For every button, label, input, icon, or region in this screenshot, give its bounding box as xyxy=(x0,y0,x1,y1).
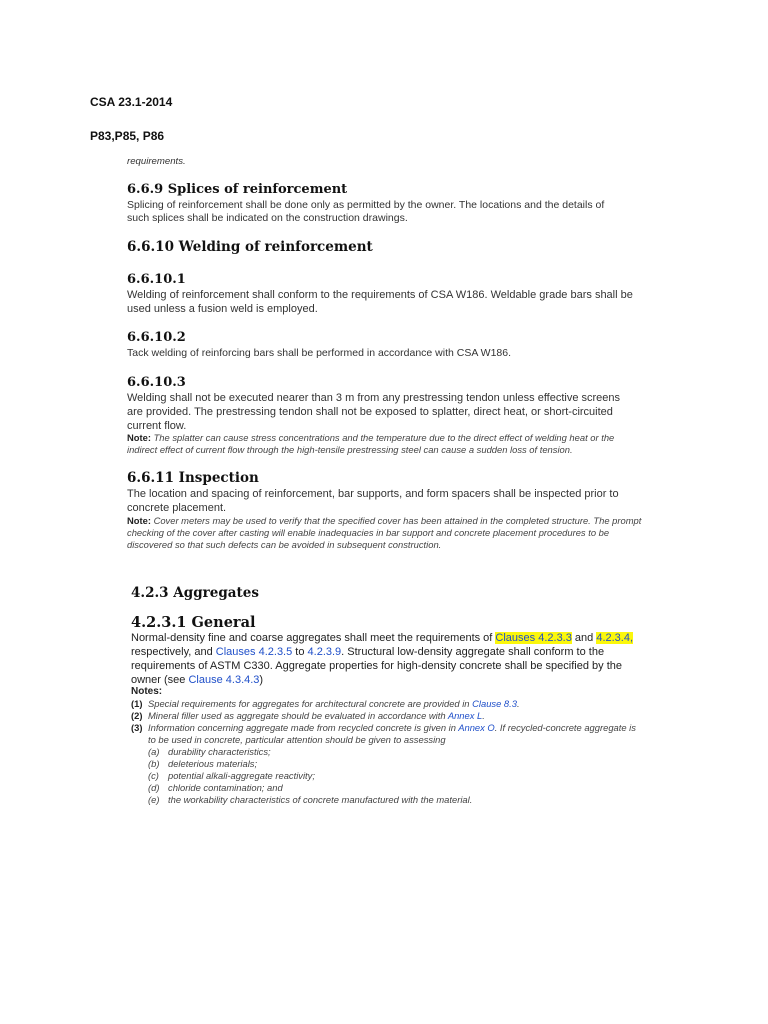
notes-label: Notes: xyxy=(131,686,163,697)
text-line: Welding shall not be executed nearer than 3 m from any prestressing tendon unless effective screens xyxy=(127,392,621,404)
note-6-6-10-3 xyxy=(127,432,614,456)
notes-list xyxy=(131,698,651,806)
sub-list-item: (e) the workability characteristics of concrete manufactured with the material. xyxy=(148,794,473,805)
clause-link[interactable]: Clause 8.3 xyxy=(472,698,517,709)
text-line: requirements of ASTM C330. Aggregate properties for high-density concrete shall be specified by the xyxy=(131,660,622,672)
section-body-6-6-10-2: Tack welding of reinforcing bars shall be performed in accordance with CSA W186. xyxy=(127,347,512,359)
note-label: Note: xyxy=(127,515,151,526)
text-line: used unless a fusion weld is employed. xyxy=(127,303,318,315)
note-text: checking of the cover after casting will enable inadequacies in bar support and concrete placement procedures to be xyxy=(127,527,610,538)
section-body-6-6-10-3 xyxy=(127,391,620,433)
page-references: P83,P85, P86 xyxy=(90,129,165,143)
sub-list-item: (c) potential alkali-aggregate reactivity; xyxy=(148,770,315,781)
clause-link[interactable]: 4.2.3.4, xyxy=(596,632,634,644)
note-label: Note: xyxy=(127,432,151,443)
section-heading-6-6-10-3: 6.6.10.3 xyxy=(127,375,186,390)
text-line: The location and spacing of reinforcement, bar supports, and form spacers shall be inspected prior to xyxy=(127,488,619,500)
clause-link[interactable]: Clauses 4.2.3.5 xyxy=(215,646,293,658)
section-heading-6-6-9: 6.6.9 Splices of reinforcement xyxy=(127,182,348,197)
section-heading-6-6-10: 6.6.10 Welding of reinforcement xyxy=(127,239,373,255)
text-line: such splices shall be indicated on the construction drawings. xyxy=(127,212,408,224)
note-6-6-11 xyxy=(127,515,641,551)
section-heading-6-6-10-2: 6.6.10.2 xyxy=(127,330,186,345)
section-body-6-6-9 xyxy=(127,199,604,225)
text-line: Splicing of reinforcement shall be done only as permitted by the owner. The locations and the details of xyxy=(127,199,605,211)
sub-list-item: (b) deleterious materials; xyxy=(148,758,258,769)
section-body-4-2-3-1: Normal-density fine and coarse aggregates shall meet the requirements of Clauses 4.2.3.3 and 4.2.3.4, respectively, and Clauses 4.2.3.5 to 4.2.3.9. Structural low-density aggregate shall conform to the requirements of ASTM C330. Aggregate properties for high-density concrete shall be specified by the owner (see Clause 4.3.4.3) xyxy=(131,631,651,687)
text-line: Welding of reinforcement shall conform to the requirements of CSA W186. Weldable grade bars shall be xyxy=(127,289,633,301)
clause-link[interactable]: 4.2.3.9 xyxy=(307,646,342,658)
sub-list-item: (a) durability characteristics; xyxy=(148,746,271,757)
section-heading-4-2-3: 4.2.3 Aggregates xyxy=(131,585,259,601)
standard-designation: CSA 23.1-2014 xyxy=(90,95,173,109)
note-item: (1) Special requirements for aggregates for architectural concrete are provided in Clause 8.3. xyxy=(131,698,520,709)
section-heading-6-6-10-1: 6.6.10.1 xyxy=(127,272,186,287)
note-text: discovered so that such defects can be avoided in subsequent construction. xyxy=(127,539,442,550)
note-item-continued: to be used in concrete, particular attention should be given to assessing xyxy=(148,734,446,745)
clause-link[interactable]: Clause 4.3.4.3 xyxy=(188,674,260,686)
note-item: (2) Mineral filler used as aggregate should be evaluated in accordance with Annex L. xyxy=(131,710,485,721)
note-text: Cover meters may be used to verify that the specified cover has been attained in the completed structure. The prompt xyxy=(150,515,642,526)
annex-link[interactable]: Annex O xyxy=(458,722,495,733)
annex-link[interactable]: Annex L xyxy=(447,710,483,721)
continued-text: requirements. xyxy=(127,156,186,167)
note-item: (3) Information concerning aggregate made from recycled concrete is given in Annex O. If recycled-concrete aggregate is xyxy=(131,722,636,733)
section-heading-6-6-11: 6.6.11 Inspection xyxy=(127,470,259,486)
section-body-6-6-11 xyxy=(127,487,619,515)
note-text: indirect effect of current flow through the high-tensile prestressing steel can cause a sudden loss of tension. xyxy=(127,444,573,455)
section-heading-4-2-3-1: 4.2.3.1 General xyxy=(131,614,256,631)
note-text: The splatter can cause stress concentrations and the temperature due to the direct effect of welding heat or the xyxy=(150,432,615,443)
text-line: concrete placement. xyxy=(127,502,227,514)
clause-link[interactable]: Clauses 4.2.3.3 xyxy=(495,632,572,644)
sub-list-item: (d) chloride contamination; and xyxy=(148,782,283,793)
text-line: are provided. The prestressing tendon shall not be exposed to splatter, direct heat, or short-circuited xyxy=(127,406,613,418)
text-line: current flow. xyxy=(127,420,187,432)
section-body-6-6-10-1 xyxy=(127,288,633,316)
